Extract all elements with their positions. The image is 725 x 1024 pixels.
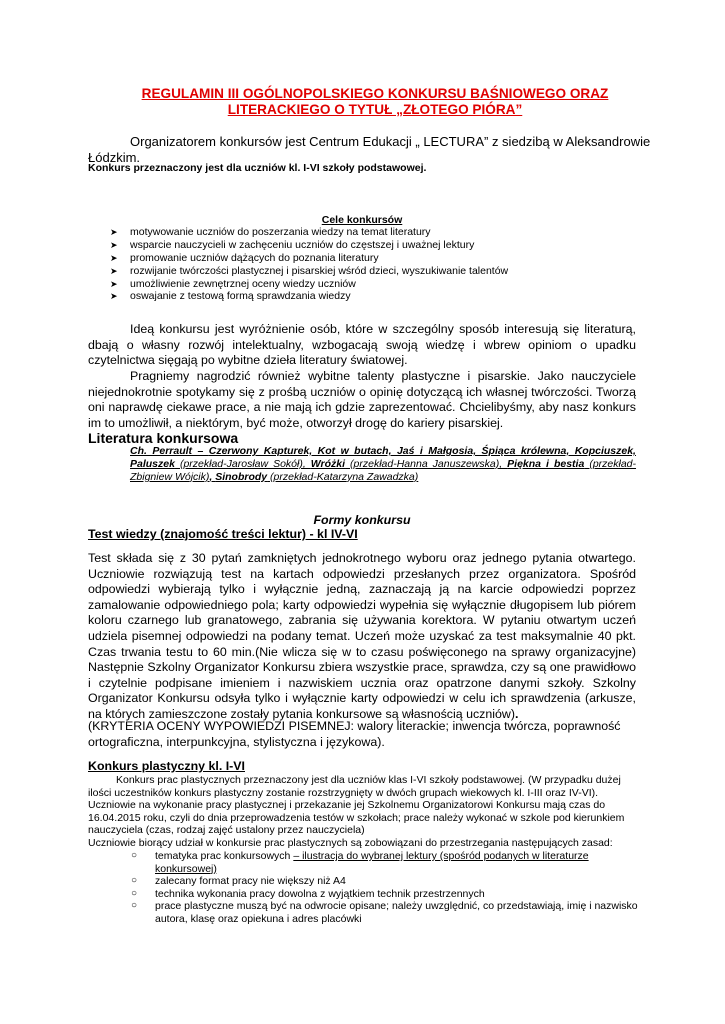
- literature-work-paluszek: Paluszek: [130, 457, 175, 470]
- goals-heading: Cele konkursów: [321, 214, 403, 226]
- translator-2: (przekład-Hanna Januszewska),: [345, 457, 508, 470]
- list-item: ➤ promowanie uczniów dążących do poznania literatury: [110, 251, 379, 264]
- literature-work-piekna: Piękna i bestia: [507, 457, 585, 470]
- list-item: ○ prace plastyczne muszą być na odwrocie opisane; należy uwzględnić, co przedstawiają, imię i nazwisko autora, klasę oraz opiekuna i adres placówki: [131, 900, 638, 925]
- list-item: ➤ motywowanie uczniów do poszerzania wiedzy na temat literatury: [110, 226, 431, 238]
- title-line-2: LITERACKIEGO O TYTUŁ „ZŁOTEGO PIÓRA”: [227, 102, 523, 117]
- arrow-bullet-icon: ➤: [110, 278, 118, 289]
- circle-bullet-icon: ○: [131, 875, 138, 887]
- arrow-bullet-icon: ➤: [110, 239, 118, 250]
- translator-4: (przekład-Katarzyna Zawadzka): [267, 470, 419, 483]
- criteria-paragraph: (KRYTERIA OCENY WYPOWIEDZI PISEMNEJ: walory literackie; inwencja twórcza, poprawność ortograficzna, interpunkcyjna, stylistyczna i językowa).: [88, 719, 621, 749]
- title-line-1: REGULAMIN III OGÓLNOPOLSKIEGO KONKURSU BAŚNIOWEGO ORAZ: [141, 86, 609, 101]
- organizer-line-2: Łódzkim.: [88, 150, 141, 165]
- art-rules-list: [131, 850, 639, 926]
- translator-3: (przekład-: [584, 457, 637, 470]
- translator-3-name: Zbigniew Wójcik): [130, 470, 210, 483]
- art-description: [88, 774, 640, 850]
- literature-work-wrozki: Wróżki: [310, 457, 346, 470]
- art-paragraph-1: Konkurs prac plastycznych przeznaczony jest dla uczniów klas I-VI szkoły podstawowej. (W przypadku dużej ilości uczestników konkurs plastyczny zostanie rozstrzygnięty w dwóch grupach wiekowych kl. I-III oraz IV-VI).: [88, 774, 621, 799]
- arrow-bullet-icon: ➤: [110, 227, 118, 237]
- list-item: ➤ wsparcie nauczycieli w zachęceniu uczniów do częstszej i uważnej lektury: [110, 238, 475, 251]
- target-audience: Konkurs przeznaczony jest dla uczniów kl. I-VI szkoły podstawowej.: [88, 162, 427, 174]
- list-item: ➤ umożliwienie zewnętrznej oceny wiedzy uczniów: [110, 277, 356, 290]
- idea-paragraph-2: Pragniemy nagrodzić również wybitne talenty plastyczne i pisarskie. Jako nauczyciele niejednokrotnie spotykamy się z prośbą uczniów o opinię dotyczącą ich własnej twórczości. Tworzą oni naprawdę ciekawe prace, a nie mają ich gdzie zaprezentować. Chcielibyśmy, aby nasz konkurs im to umożliwił, a niektórym, być może, otworzył drogę do kariery pisarskiej.: [88, 369, 636, 430]
- arrow-bullet-icon: ➤: [110, 252, 118, 263]
- literature-heading: Literatura konkursowa: [88, 430, 239, 446]
- list-item: ➤ rozwijanie twórczości plastycznej i pisarskiej wśród dzieci, wyszukiwanie talentów: [110, 264, 509, 277]
- arrow-bullet-icon: ➤: [110, 265, 118, 276]
- art-paragraph-2: Uczniowie na wykonanie pracy plastycznej i przekazanie jej Szkolnemu Organizatorowi Konkursu mają czas do 16.04.2015 roku, czyli do dnia przeprowadzenia testów w szkołach; prace należy wykonać w szkole pod kierunkiem nauczyciela (czas, rodzaj zajęć ustalony przez nauczyciela): [88, 799, 625, 837]
- circle-bullet-icon: ○: [131, 850, 138, 861]
- test-heading: Test wiedzy (znajomość treści lektur) - kl IV-VI: [88, 527, 358, 541]
- circle-bullet-icon: ○: [131, 900, 138, 912]
- list-item: ➤ oswajanie z testową formą sprawdzania wiedzy: [110, 290, 351, 303]
- literature-works-1: Czerwony Kapturek, Kot w butach, Jaś i Małgosia, Śpiąca królewna, Kopciuszek,: [208, 445, 636, 457]
- organizer-line-1: Organizatorem konkursów jest Centrum Edukacji „ LECTURA” z siedzibą w Aleksandrowie: [130, 134, 651, 149]
- circle-bullet-icon: ○: [131, 887, 138, 899]
- arrow-bullet-icon: ➤: [110, 291, 118, 302]
- forms-heading: Formy konkursu: [313, 513, 411, 527]
- list-item: ○ technika wykonania pracy dowolna z wyjątkiem technik przestrzennych: [131, 887, 485, 900]
- idea-paragraph-1: Ideą konkursu jest wyróżnienie osób, które w szczególny sposób interesują się literaturą, dbają o własny rozwój intelektualny, wzbogacają swoją wiedzę i wbrew opiniom o upadku czytelnictwa sięgają po wybitne dzieła literatury światowej.: [88, 322, 636, 368]
- list-item: ○ zalecany format pracy nie większy niż A4: [131, 875, 346, 888]
- literature-work-sinobrody: Sinobrody: [215, 470, 268, 483]
- art-paragraph-3: Uczniowie biorący udział w konkursie prac plastycznych są zobowiązani do przestrzegania następujących zasad:: [88, 836, 613, 849]
- art-heading: Konkurs plastyczny kl. I-VI: [88, 759, 245, 773]
- document-title: [85, 86, 665, 118]
- translator-1: (przekład-Jarosław Sokół),: [174, 457, 311, 470]
- literature-separator: ,: [209, 470, 216, 483]
- goals-list: [110, 226, 508, 303]
- test-description: Test składa się z 30 pytań zamkniętych jednokrotnego wyboru oraz jednego pytania otwartego. Uczniowie rozwiązują test na kartach odpowiedzi przesłanych przez organizatora. Spośród odpowiedzi wybierają tylko i wyłącznie jedną, zaznaczają ją na karcie odpowiedzi poprzez zamalowanie odpowiedniego pola; karty odpowiedzi wypełnia się wyłącznie długopisem lub piórem koloru czarnego lub granatowego, zabrania się używania korektora. W pytaniu otwartym uczeń udziela pisemnej odpowiedzi na podany temat. Uczeń może uzyskać za test maksymalnie 40 pkt. Czas trwania testu to 60 min.(Nie wlicza się w to czasu poświęconego na sprawy organizacyjne) Następnie Szkolny Organizator Konkursu zbiera wszystkie prace, sprawdza, czy są one prawidłowo i czytelnie podpisane imieniem i nazwiskiem ucznia oraz opatrzone danymi szkoły. Szkolny Organizator Konkursu odsyła tylko i wyłącznie karty odpowiedzi w celu ich sprawdzenia (arkusze, na których zamieszczone zostały pytania konkursowe są własnością uczniów).: [88, 551, 636, 721]
- literature-list: [130, 445, 636, 484]
- literature-author: Ch. Perrault –: [130, 445, 209, 457]
- list-item: ○ tematyka prac konkursowych – ilustracja do wybranej lektury (spośród podanych w literaturze konkursowej): [131, 850, 589, 875]
